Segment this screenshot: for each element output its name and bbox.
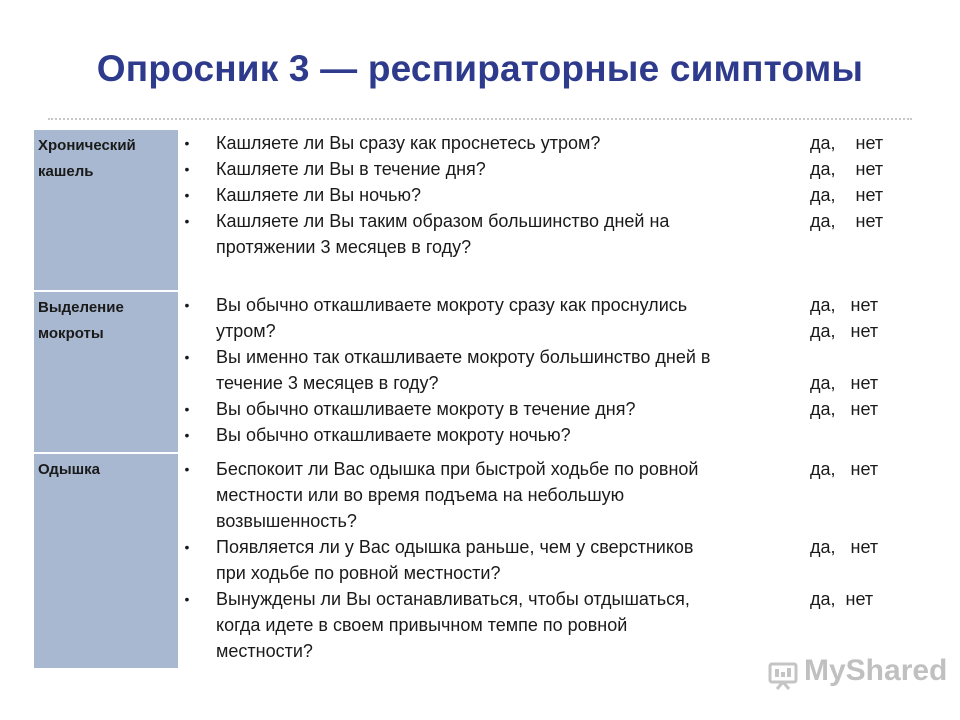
question-text-continued: местности? bbox=[216, 641, 313, 661]
bullet-icon: • bbox=[184, 461, 190, 477]
answer-options: да, нет bbox=[810, 589, 874, 609]
question-text: Кашляете ли Вы в течение дня? bbox=[216, 159, 486, 179]
bullet-icon: • bbox=[184, 427, 190, 443]
list-item bbox=[180, 422, 910, 448]
section-label-line: Выделение bbox=[38, 299, 124, 316]
section-label-line: кашель bbox=[38, 163, 94, 180]
question-text: Вынуждены ли Вы останавливаться, чтобы отдышаться, bbox=[216, 589, 690, 609]
list-item bbox=[180, 586, 910, 664]
answer-options: да, нет bbox=[810, 211, 884, 231]
bullet-icon: • bbox=[184, 297, 190, 313]
list-item bbox=[180, 208, 910, 260]
question-text: Вы обычно откашливаете мокроту в течение дня? bbox=[216, 399, 636, 419]
bullet-icon: • bbox=[184, 187, 190, 203]
presentation-board-icon bbox=[768, 660, 798, 690]
bullet-icon: • bbox=[184, 401, 190, 417]
answer-options: да, нет bbox=[810, 399, 879, 419]
list-item bbox=[180, 182, 910, 208]
list-item bbox=[180, 130, 910, 156]
answer-options: да, нет bbox=[810, 537, 879, 557]
section-label-line: мокроты bbox=[38, 325, 104, 342]
title-divider bbox=[48, 118, 912, 120]
question-text-continued: когда идете в своем привычном темпе по ровной bbox=[216, 615, 628, 635]
bullet-icon: • bbox=[184, 213, 190, 229]
question-text: Кашляете ли Вы таким образом большинство дней на bbox=[216, 211, 670, 231]
list-item bbox=[180, 456, 910, 534]
section-label-line: Хронический bbox=[38, 137, 136, 154]
question-text: Кашляете ли Вы ночью? bbox=[216, 185, 421, 205]
question-text: Вы именно так откашливаете мокроту большинство дней в bbox=[216, 347, 711, 367]
bullet-icon: • bbox=[184, 539, 190, 555]
page-title: Опросник 3 — респираторные симптомы bbox=[96, 48, 864, 89]
question-text-continued: течение 3 месяцев в году? bbox=[216, 373, 439, 393]
question-text: Появляется ли у Вас одышка раньше, чем у сверстников bbox=[216, 537, 694, 557]
question-text: Беспокоит ли Вас одышка при быстрой ходьбе по ровной bbox=[216, 459, 699, 479]
list-item bbox=[180, 534, 910, 586]
question-text-continued: при ходьбе по ровной местности? bbox=[216, 563, 501, 583]
question-text-continued: утром? bbox=[216, 321, 276, 341]
list-item bbox=[180, 156, 910, 182]
question-text-continued: протяжении 3 месяцев в году? bbox=[216, 237, 472, 257]
section-label-sputum bbox=[34, 292, 178, 452]
question-text: Вы обычно откашливаете мокроту ночью? bbox=[216, 425, 571, 445]
section-label-line: Одышка bbox=[38, 461, 100, 478]
answer-options: да, нет bbox=[810, 133, 884, 153]
question-text: Вы обычно откашливаете мокроту сразу как проснулись bbox=[216, 295, 688, 315]
answer-options: да, нет bbox=[810, 295, 879, 315]
question-text-continued: возвышенность? bbox=[216, 511, 357, 531]
section-label-dyspnea bbox=[34, 454, 178, 668]
bullet-icon: • bbox=[184, 135, 190, 151]
answer-options: да, нет bbox=[810, 373, 879, 393]
question-text: Кашляете ли Вы сразу как проснетесь утром? bbox=[216, 133, 601, 153]
answer-options: да, нет bbox=[810, 459, 879, 479]
list-item bbox=[180, 292, 910, 344]
list-item bbox=[180, 344, 910, 396]
bullet-icon: • bbox=[184, 349, 190, 365]
answer-options: да, нет bbox=[810, 159, 884, 179]
question-text-continued: местности или во время подъема на небольшую bbox=[216, 485, 625, 505]
bullet-icon: • bbox=[184, 591, 190, 607]
section-label-chronic-cough bbox=[34, 130, 178, 290]
answer-options: да, нет bbox=[810, 185, 884, 205]
answer-options: да, нет bbox=[810, 321, 879, 341]
bullet-icon: • bbox=[184, 161, 190, 177]
list-item bbox=[180, 396, 910, 422]
watermark-logo: MyShared bbox=[804, 654, 948, 687]
